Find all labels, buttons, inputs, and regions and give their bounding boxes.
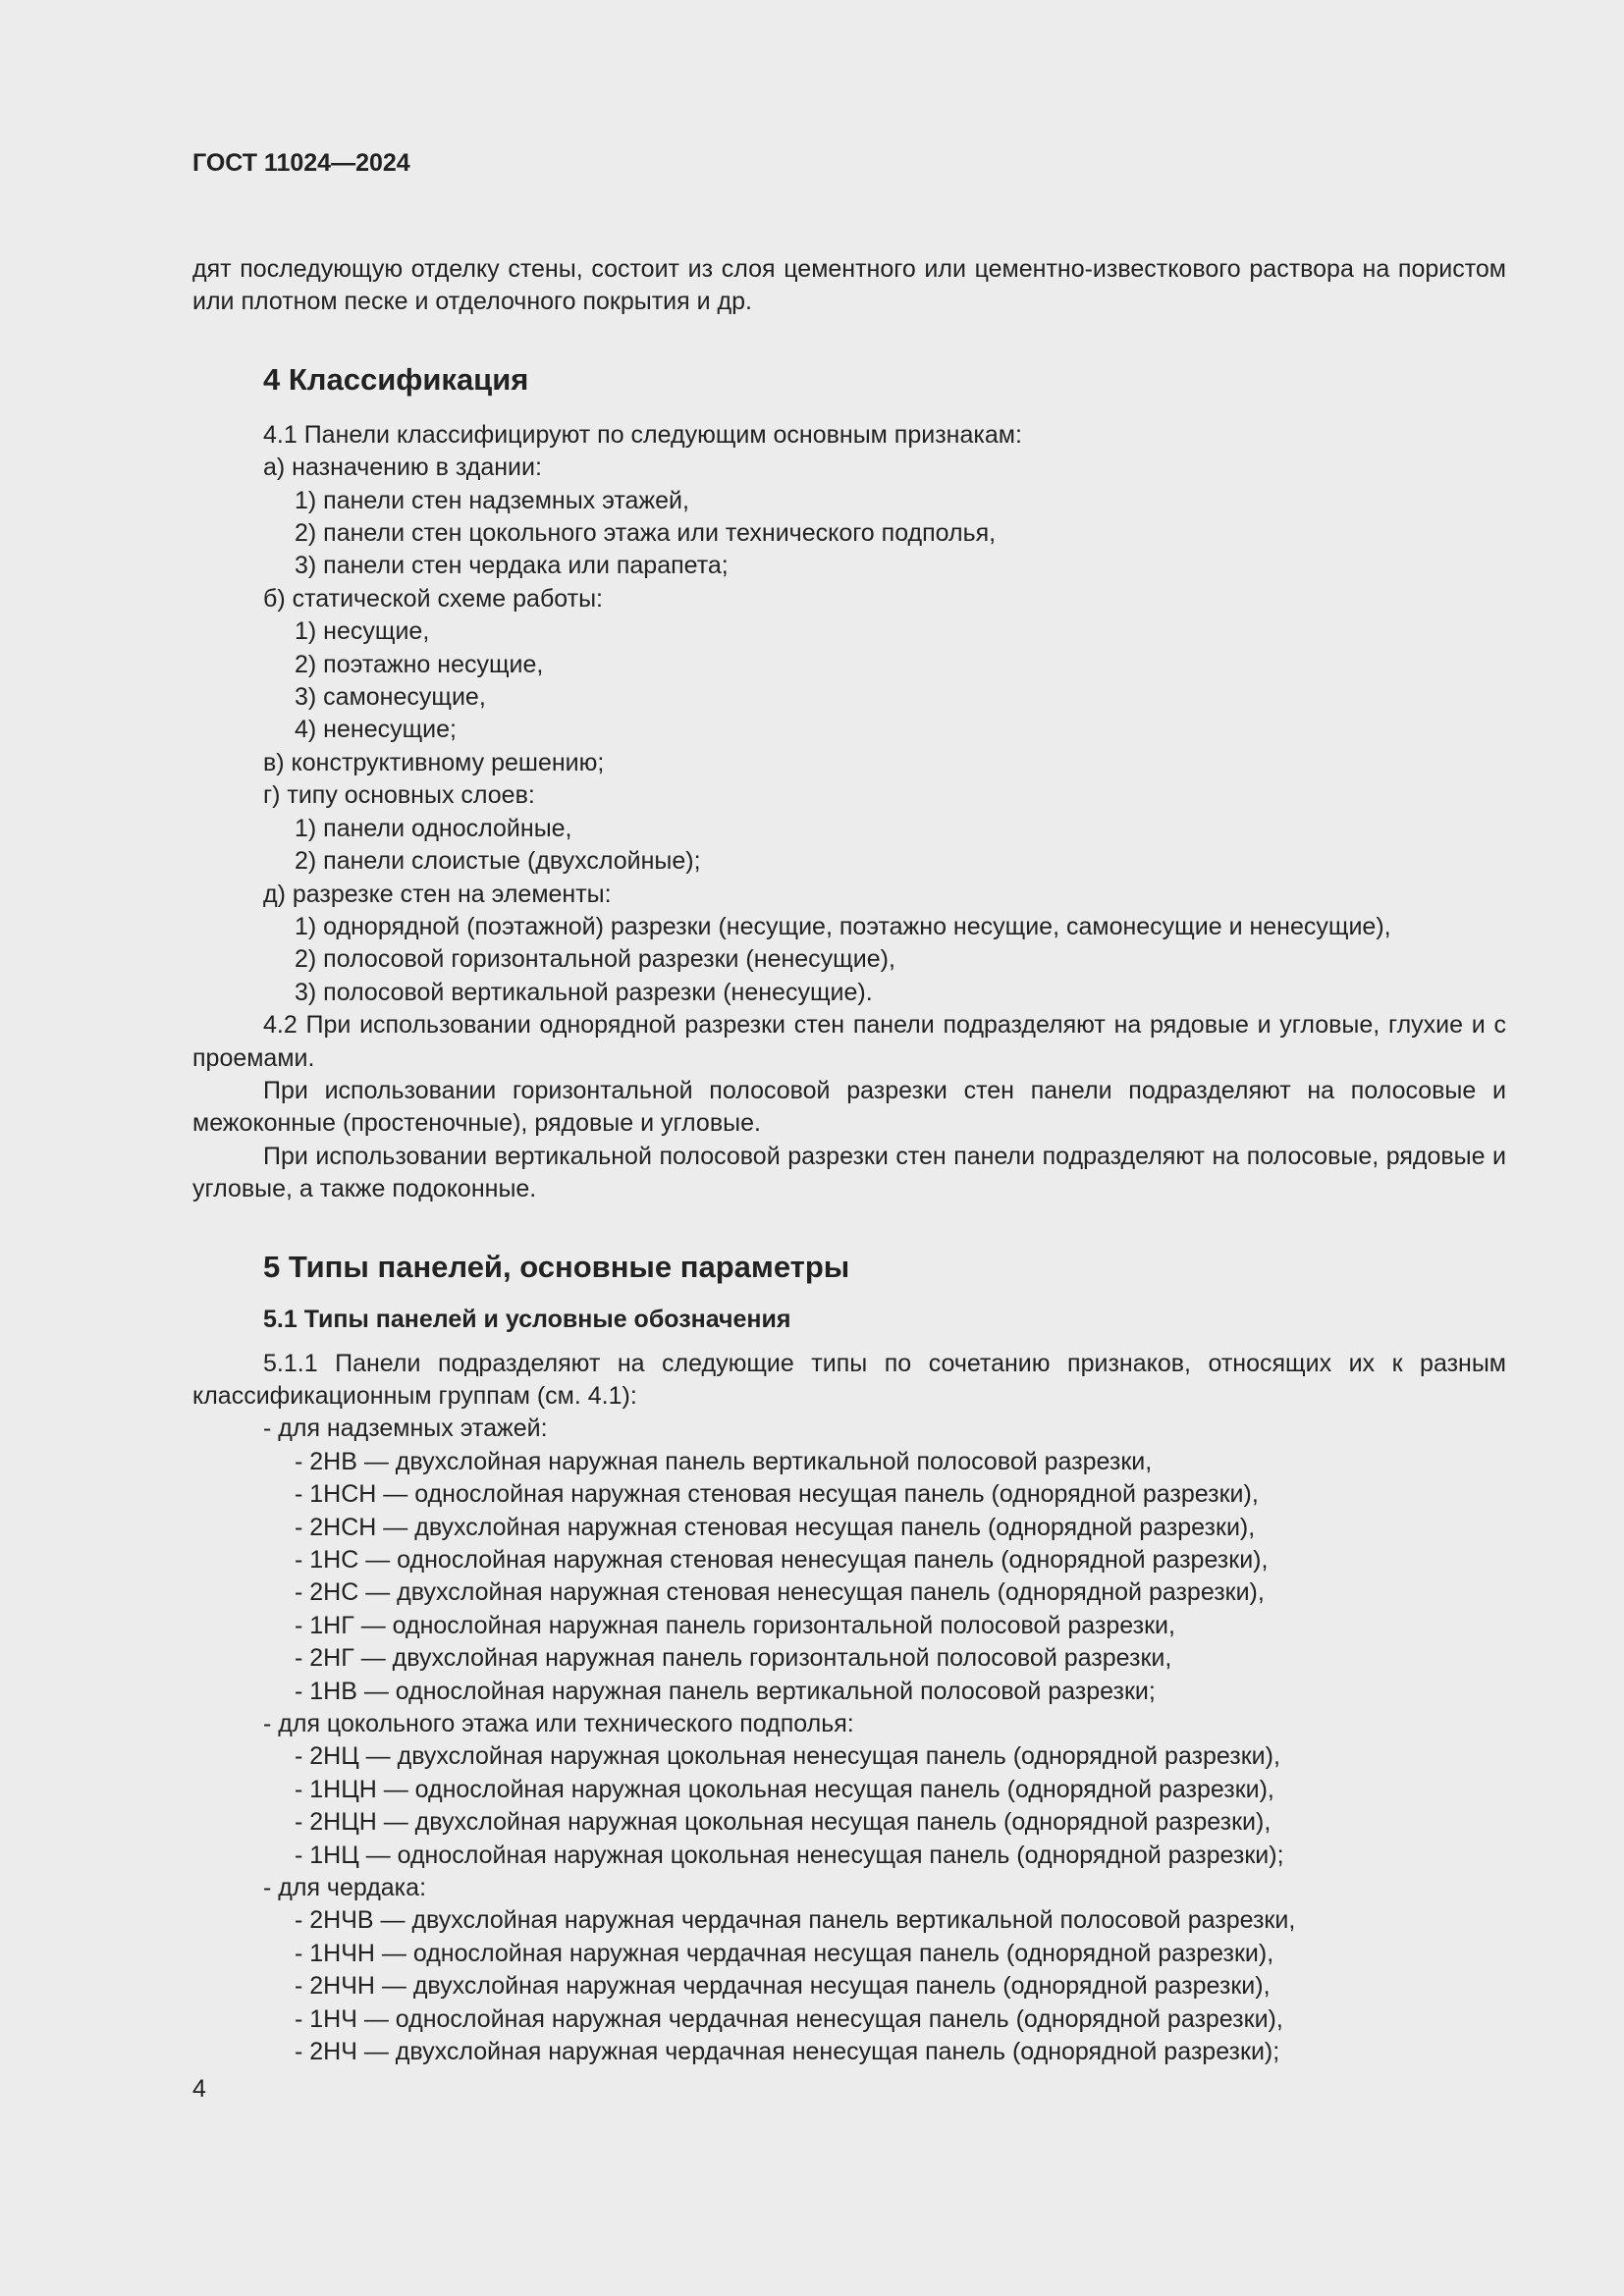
intro-paragraph: дят последующую отделку стены, состоит из слоя цементного или цементно-известкового раствора на пористом или плотном песке и отделочного покрытия и др. <box>192 255 1506 316</box>
list-item: - 1НГ — однослойная наружная панель горизонтальной полосовой разрезки, <box>295 1611 1175 1639</box>
paragraph-4-2: 4.2 При использовании однорядной разрезки стен панели подразделяют на рядовые и угловые, глухие и с проемами. <box>192 1011 1506 1072</box>
list-item: 2) поэтажно несущие, <box>295 650 544 678</box>
list-item: - 1НВ — однослойная наружная панель вертикальной полосовой разрезки; <box>295 1677 1156 1705</box>
panel-types-list <box>192 1413 1506 2068</box>
paragraph-vertical: При использовании вертикальной полосовой разрезки стен панели подразделяют на полосовые, рядовые и угловые, а также подоконные. <box>192 1142 1506 1203</box>
section-4-list <box>192 419 1506 1009</box>
list-item: - для надземных этажей: <box>263 1415 548 1443</box>
list-item: - 2НСН — двухслойная наружная стеновая несущая панель (однорядной разрезки), <box>295 1513 1256 1541</box>
list-item: 4) ненесущие; <box>295 716 457 744</box>
subsection-5-1-title: 5.1 Типы панелей и условные обозначения <box>263 1305 791 1333</box>
list-item: 3) полосовой вертикальной разрезки (ненесущие). <box>295 978 873 1006</box>
list-item: - 2НС — двухслойная наружная стеновая ненесущая панель (однорядной разрезки), <box>295 1578 1265 1607</box>
list-item: 1) панели однослойные, <box>295 814 572 842</box>
paragraph-horizontal: При использовании горизонтальной полосовой разрезки стен панели подразделяют на полосовые и межоконные (простеночные), рядовые и угловые. <box>192 1076 1506 1138</box>
list-item: 1) панели стен надземных этажей, <box>295 486 689 514</box>
paragraph-5-1-1: 5.1.1 Панели подразделяют на следующие типы по сочетанию признаков, относящих их к разным классификационным группам (см. 4.1): <box>192 1349 1506 1410</box>
list-item: 1) однорядной (поэтажной) разрезки (несущие, поэтажно несущие, самонесущие и ненесущие), <box>295 912 1391 940</box>
list-item: б) статической схеме работы: <box>263 584 603 613</box>
list-item: а) назначению в здании: <box>263 454 542 482</box>
document-page <box>192 147 1506 2069</box>
list-item: 2) полосовой горизонтальной разрезки (ненесущие), <box>295 945 895 974</box>
list-item: - 2НЧ — двухслойная наружная чердачная ненесущая панель (однорядной разрезки); <box>295 2038 1280 2066</box>
list-item: - 1НЦН — однослойная наружная цокольная несущая панель (однорядной разрезки), <box>295 1775 1274 1803</box>
list-item: - для чердака: <box>263 1874 427 1902</box>
list-item: в) конструктивному решению; <box>263 748 605 776</box>
list-item: - 1НСН — однослойная наружная стеновая несущая панель (однорядной разрезки), <box>295 1480 1259 1509</box>
list-item: - 2НЧВ — двухслойная наружная чердачная панель вертикальной полосовой разрезки, <box>295 1906 1296 1935</box>
list-item: - 1НЦ — однослойная наружная цокольная ненесущая панель (однорядной разрезки); <box>295 1841 1284 1869</box>
list-item: 3) панели стен чердака или парапета; <box>295 552 729 580</box>
list-item: 2) панели слоистые (двухслойные); <box>295 847 701 876</box>
page-number: 4 <box>192 2075 206 2103</box>
list-item: 3) самонесущие, <box>295 683 486 712</box>
list-item: - 2НЧН — двухслойная наружная чердачная несущая панель (однорядной разрезки), <box>295 1972 1271 2001</box>
list-item: - 2НВ — двухслойная наружная панель вертикальной полосовой разрезки, <box>295 1447 1153 1475</box>
list-item: - 2НГ — двухслойная наружная панель горизонтальной полосовой разрезки, <box>295 1644 1172 1673</box>
list-item: - 2НЦН — двухслойная наружная цокольная несущая панель (однорядной разрезки), <box>295 1808 1272 1837</box>
section-5-title: 5 Типы панелей, основные параметры <box>263 1249 850 1284</box>
list-item: д) разрезке стен на элементы: <box>263 880 612 908</box>
list-item: - 1НС — однослойная наружная стеновая ненесущая панель (однорядной разрезки), <box>295 1546 1269 1574</box>
list-item: - 1НЧ — однослойная наружная чердачная ненесущая панель (однорядной разрезки), <box>295 2004 1283 2033</box>
list-item: - для цокольного этажа или технического подполья: <box>263 1710 854 1738</box>
list-item: 2) панели стен цокольного этажа или технического подполья, <box>295 519 997 548</box>
list-item: - 2НЦ — двухслойная наружная цокольная ненесущая панель (однорядной разрезки), <box>295 1742 1280 1771</box>
section-4-title: 4 Классификация <box>263 361 529 397</box>
list-item: г) типу основных слоев: <box>263 781 535 810</box>
list-item: 4.1 Панели классифицируют по следующим основным признакам: <box>263 420 1022 449</box>
list-item: - 1НЧН — однослойная наружная чердачная несущая панель (однорядной разрезки), <box>295 1939 1274 1967</box>
list-item: 1) несущие, <box>295 617 430 646</box>
standard-header: ГОСТ 11024—2024 <box>192 149 410 177</box>
